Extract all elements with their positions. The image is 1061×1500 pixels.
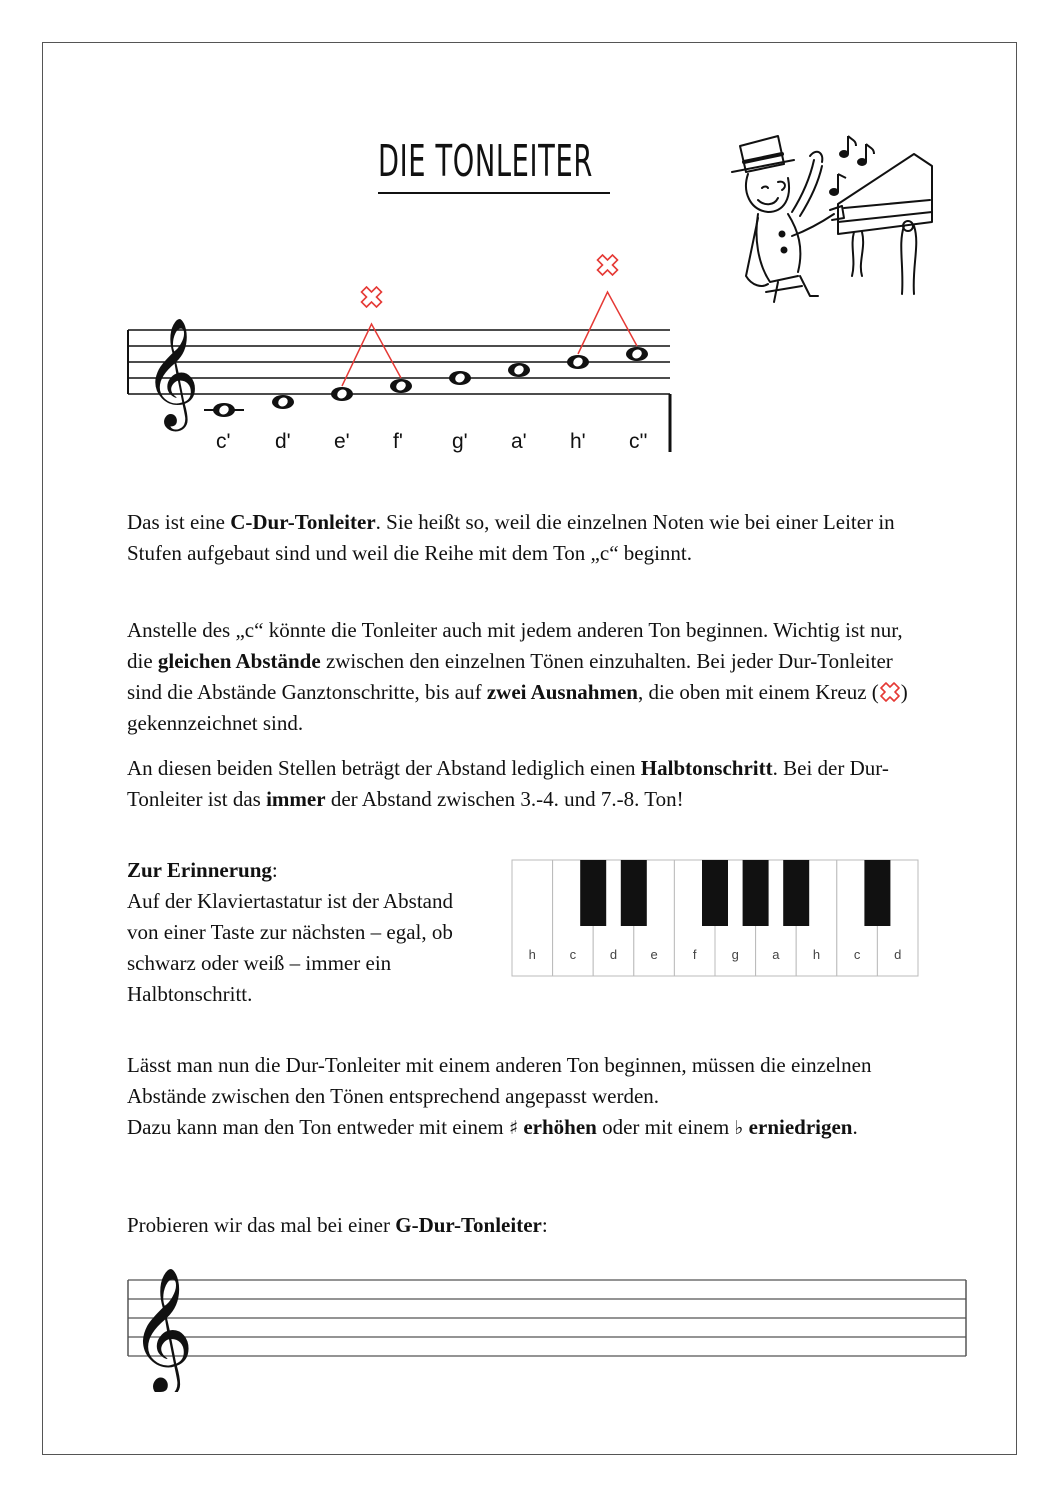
note-label: g': [452, 430, 468, 453]
key-label: a: [772, 947, 780, 962]
reminder-heading: Zur Erinnerung: [127, 858, 272, 882]
c-major-scale: [120, 238, 680, 458]
black-key: [702, 860, 728, 926]
note-labels: [216, 430, 648, 453]
key-label: h: [812, 947, 821, 962]
paragraph-g-major: Probieren wir das mal bei einer G-Dur-Tonleiter:: [127, 1213, 548, 1237]
key-label: h: [528, 947, 536, 962]
paragraph-intervals: Anstelle des „c“ könnte die Tonleiter auch mit jedem anderen Ton beginnen. Wichtig ist nur, die gleichen Abstände zwischen den einzelnen Tönen einzuhalten. Bei jeder Dur-Tonleiter sind die Abstände Ganztonschritte, bis auf zwei Ausnahmen, die oben mit einem Kreuz ( ) gekennzeichnet sind.: [127, 618, 908, 735]
scale-notes: [204, 347, 648, 417]
paragraph-halfstep: An diesen beiden Stellen beträgt der Abstand lediglich einen Halbtonschritt. Bei der Dur-Tonleiter ist das immer der Abstand zwischen 3.-4. und 7.-8. Ton!: [127, 756, 889, 811]
key-label: f: [692, 947, 697, 962]
note-label: c'': [629, 430, 648, 453]
whole-note: [626, 347, 648, 361]
piano-keyboard: [511, 859, 921, 979]
halfstep-marker: [578, 255, 637, 354]
whole-note: [213, 403, 235, 417]
page-title: DIE TONLEITER: [378, 136, 593, 187]
flat-icon: ♭: [734, 1117, 744, 1139]
treble-clef-icon: 𝄞: [130, 1267, 194, 1392]
key-label: c: [569, 947, 577, 962]
note-label: h': [570, 430, 586, 453]
black-key: [580, 860, 606, 926]
reminder-text: Auf der Klaviertastatur ist der Abstand von einer Taste zur nächsten – egal, ob schwarz oder weiß – immer ein Halbtonschritt.: [127, 889, 453, 1006]
halfstep-marker: [342, 287, 401, 386]
black-key: [783, 860, 809, 926]
black-key: [621, 860, 647, 926]
staff-lines: [128, 1280, 966, 1356]
cross-marker-icon: [362, 287, 382, 307]
cross-marker-icon: [598, 255, 618, 275]
treble-clef-icon: 𝄞: [144, 318, 200, 427]
note-label: f': [393, 430, 403, 453]
key-label: g: [731, 947, 739, 962]
note-label: d': [275, 430, 291, 453]
whole-note: [508, 363, 530, 377]
whole-note: [390, 379, 412, 393]
paragraph-intro: Das ist eine C-Dur-Tonleiter. Sie heißt so, weil die einzelnen Noten wie bei einer Leiter in Stufen aufgebaut sind und weil die Reihe mit dem Ton „c“ beginnt.: [127, 510, 895, 565]
cross-marker-icon: [879, 681, 901, 703]
g-major-empty-staff: [120, 1252, 970, 1392]
black-key: [743, 860, 769, 926]
whole-note: [272, 395, 294, 409]
whole-note: [567, 355, 589, 369]
black-key: [864, 860, 890, 926]
note-label: e': [334, 430, 350, 453]
title-underline: [378, 192, 610, 194]
key-label: d: [894, 947, 902, 962]
halfstep-markers: [342, 255, 637, 386]
key-label: c: [853, 947, 861, 962]
key-label: e: [650, 947, 658, 962]
whole-note: [449, 371, 471, 385]
paragraph-transposition: Lässt man nun die Dur-Tonleiter mit einem anderen Ton beginnen, müssen die einzelnen Abstände zwischen den Tönen entsprechend angepasst werden. Dazu kann man den Ton entweder mit einem ♯ erhöhen oder mit einem ♭ erniedrigen.: [127, 1053, 872, 1139]
reminder-box: Zur Erinnerung: Auf der Klaviertastatur ist der Abstand von einer Taste zur nächsten – egal, ob schwarz oder weiß – immer ein Halbtonschritt.: [127, 855, 472, 1010]
whole-note: [331, 387, 353, 401]
note-label: c': [216, 430, 231, 453]
pianist-illustration: [718, 126, 938, 306]
note-label: a': [511, 430, 527, 453]
key-label: d: [609, 947, 618, 962]
sharp-icon: ♯: [508, 1117, 519, 1139]
